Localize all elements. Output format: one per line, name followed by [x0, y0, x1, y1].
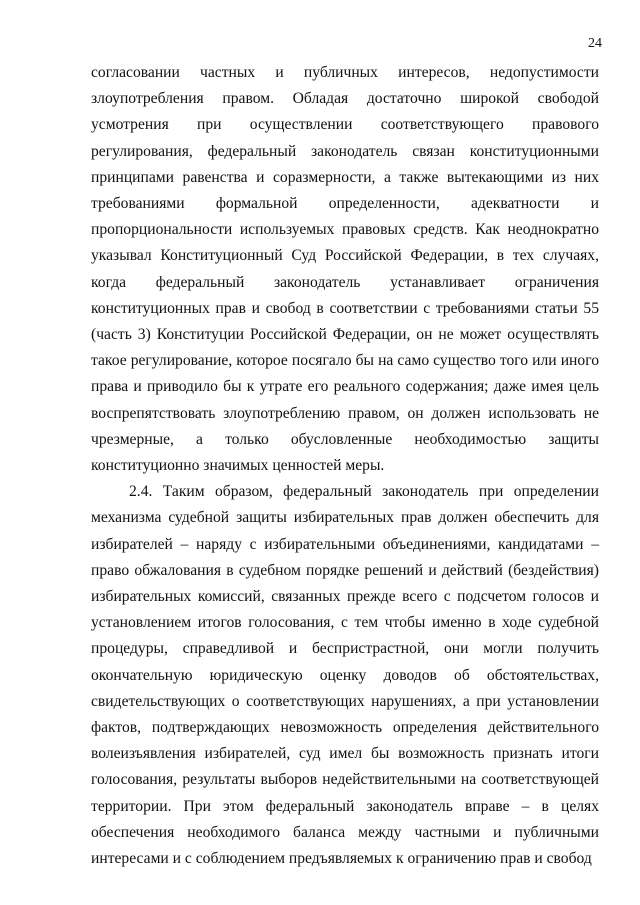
paragraph-2-4: 2.4. Таким образом, федеральный законодатель при определении механизма судебной защиты избирательных прав должен обеспечить для избирателей – наряду с избирательными объединениями, кандидатами – право обжалования в судебном порядке решений и действий (бездействия) избирательных комиссий, связанных прежде всего с подсчетом голосов и установлением итогов голосования, с тем чтобы именно в ходе судебной процедуры, справедливой и беспристрастной, они могли получить окончательную юридическую оценку доводов об обстоятельствах, свидетельствующих о соответствующих нарушениях, а при установлении фактов, подтверждающих невозможность определения действительного волеизъявления избирателей, суд имел бы возможность признать итоги голосования, результаты выборов недействительными на соответствующей территории. При этом федеральный законодатель вправе – в целях обеспечения необходимого баланса между частными и публичными интересами и с соблюдением предъявляемых к ограничению прав и свобод — [91, 483, 599, 868]
page-number: 24 — [588, 36, 602, 51]
paragraph-continuation: согласовании частных и публичных интересов, недопустимости злоупотребления правом. Обладая достаточно широкой свободой усмотрения при осуществлении соответствующего правового регулирования, федеральный законодатель связан конституционными принципами равенства и соразмерности, а также вытекающими из них требованиями формальной определенности, адекватности и пропорциональности используемых правовых средств. Как неоднократно указывал Конституционный Суд Российской Федерации, в тех случаях, когда федеральный законодатель устанавливает ограничения конституционных прав и свобод в соответствии с требованиями статьи 55 (часть 3) Конституции Российской Федерации, он не может осуществлять такое регулирование, которое посягало бы на само существо того или иного права и приводило бы к утрате его реального содержания; даже имея цель воспрепятствовать злоупотреблению правом, он должен использовать не чрезмерные, а только обусловленные необходимостью защиты конституционно значимых ценностей меры. — [91, 64, 599, 475]
document-body — [91, 60, 599, 872]
